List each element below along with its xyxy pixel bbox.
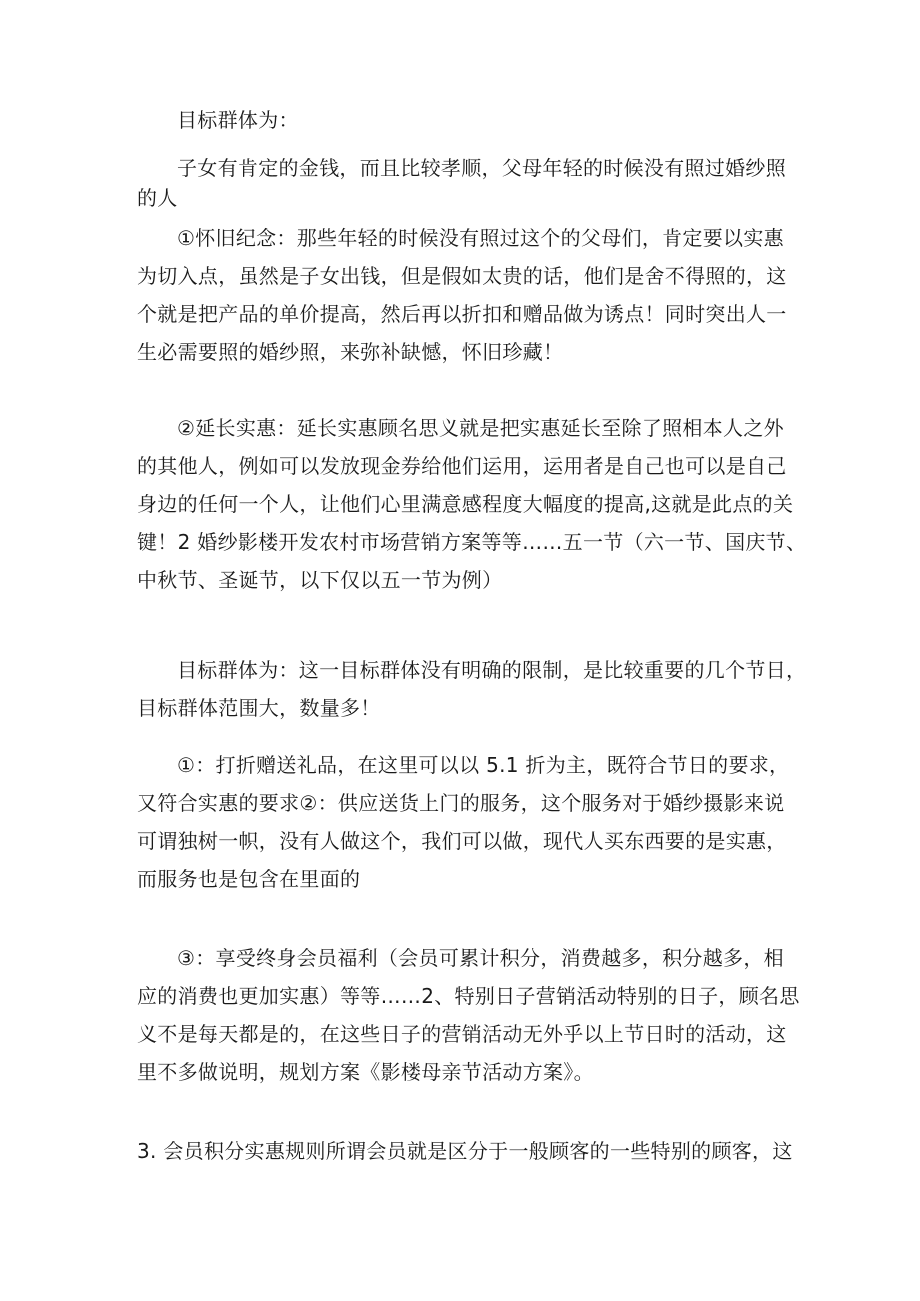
- paragraph-extended-benefit: [137, 409, 807, 599]
- paragraph-member-points-rules: [137, 1132, 797, 1170]
- text-line: 又符合实惠的要求②：供应送货上门的服务，这个服务对于婚纱摄影来说: [137, 791, 785, 815]
- text-line: ①：打折赠送礼品，在这里可以以 5.1 折为主，既符合节日的要求，: [177, 753, 790, 777]
- text-line: ②延长实惠：延长实惠顾名思义就是把实惠延长至除了照相本人之外: [177, 416, 784, 440]
- text-line: 目标群体为：: [177, 108, 299, 132]
- text-line: 生必需要照的婚纱照，来弥补缺憾，怀旧珍藏！: [137, 340, 564, 364]
- text-line: 3. 会员积分实惠规则所谓会员就是区分于一般顾客的一些特别的顾客，这: [137, 1139, 793, 1163]
- text-line: 中秋节、圣诞节，以下仅以五一节为例）: [137, 568, 503, 592]
- text-line: 身边的任何一个人，让他们心里满意感程度大幅度的提高,这就是此点的关: [137, 492, 794, 516]
- text-line: 可谓独树一帜，没有人做这个，我们可以做，现代人买东西要的是实惠，: [137, 829, 787, 853]
- text-line: 个就是把产品的单价提高，然后再以折扣和赠品做为诱点！同时突出人一: [137, 302, 787, 326]
- text-line: 应的消费也更加实惠）等等……2、特别日子营销活动特别的日子，顾名思: [137, 984, 800, 1008]
- text-line: 义不是每天都是的，在这些日子的营销活动无外乎以上节日时的活动，这: [137, 1022, 787, 1046]
- text-line: 目标群体为：这一目标群体没有明确的限制，是比较重要的几个节日，: [177, 658, 807, 682]
- text-line: 子女有肯定的金钱，而且比较孝顺，父母年轻的时候没有照过婚纱照: [177, 156, 786, 180]
- paragraph-nostalgia: [137, 219, 797, 371]
- text-line: 而服务也是包含在里面的: [137, 867, 361, 891]
- text-line: 的其他人，例如可以发放现金券给他们运用，运用者是自己也可以是自己: [137, 454, 787, 478]
- text-line: 的人: [137, 186, 178, 210]
- paragraph-member-benefits: [137, 939, 800, 1091]
- paragraph-target-group-description: [137, 149, 797, 217]
- text-line: 为切入点，虽然是子女出钱，但是假如太贵的话，他们是舍不得照的，这: [137, 264, 787, 288]
- paragraph-holiday-target-group: [137, 651, 807, 727]
- paragraph-target-group-heading: [137, 101, 797, 139]
- paragraph-discount-gifts: [137, 746, 797, 898]
- text-line: ③：享受终身会员福利（会员可累计积分，消费越多，积分越多，相: [177, 946, 784, 970]
- text-line: 里不多做说明，规划方案《影楼母亲节活动方案》。: [137, 1060, 594, 1084]
- text-line: ①怀旧纪念：那些年轻的时候没有照过这个的父母们，肯定要以实惠: [177, 226, 784, 250]
- text-line: 目标群体范围大，数量多！: [137, 696, 381, 720]
- text-line: 键！2 婚纱影楼开发农村市场营销方案等等……五一节（六一节、国庆节、: [137, 530, 807, 554]
